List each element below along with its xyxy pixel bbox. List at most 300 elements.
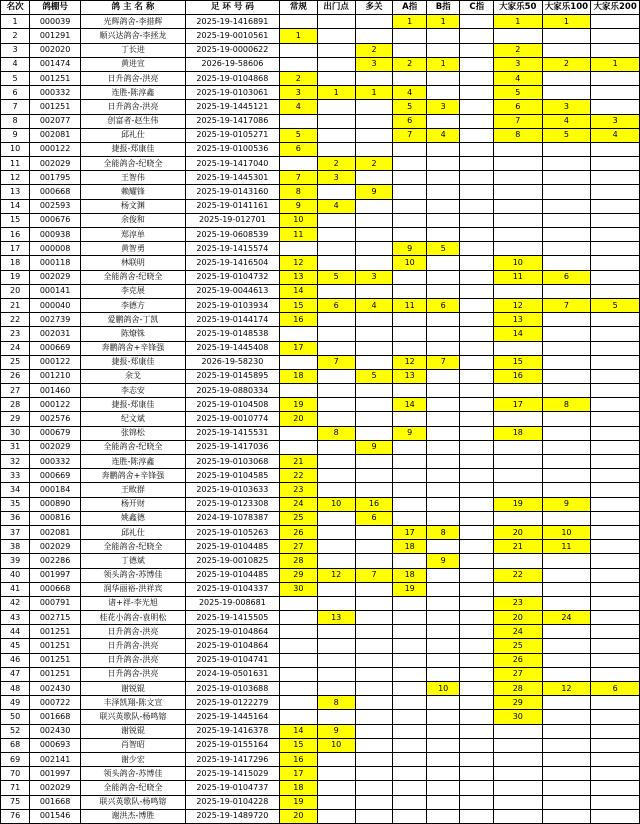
- cell-multi-round: [355, 469, 393, 483]
- cell-a-index: 14: [393, 398, 427, 412]
- table-row[interactable]: [1, 142, 640, 156]
- cell-owner-name: 姚鑫德: [81, 511, 186, 525]
- cell-c-index: [460, 284, 494, 298]
- cell-djl100: [542, 327, 591, 341]
- cell-loft-number: 000676: [30, 213, 81, 227]
- cell-regular: [279, 710, 317, 724]
- cell-exit-point: 10: [317, 497, 355, 511]
- cell-djl50: 11: [493, 270, 542, 284]
- table-row[interactable]: [1, 710, 640, 724]
- table-row[interactable]: [1, 440, 640, 454]
- cell-djl200: [591, 767, 640, 781]
- cell-exit-point: [317, 341, 355, 355]
- cell-exit-point: [317, 596, 355, 610]
- table-row[interactable]: [1, 696, 640, 710]
- cell-djl50: 10: [493, 256, 542, 270]
- table-row[interactable]: [1, 242, 640, 256]
- cell-exit-point: 8: [317, 696, 355, 710]
- cell-regular: [279, 696, 317, 710]
- table-row[interactable]: [1, 639, 640, 653]
- table-row[interactable]: [1, 199, 640, 213]
- cell-owner-name: 联兴英歌队-杨鸣镕: [81, 710, 186, 724]
- cell-ring-number: 2025-19-0104508: [185, 398, 279, 412]
- table-row[interactable]: [1, 540, 640, 554]
- cell-regular: 14: [279, 284, 317, 298]
- table-row[interactable]: [1, 525, 640, 539]
- cell-ring-number: 2025-19-0105271: [185, 128, 279, 142]
- cell-a-index: [393, 142, 427, 156]
- cell-djl100: [542, 412, 591, 426]
- header-djl100: 大家乐100: [542, 1, 591, 15]
- table-row[interactable]: [1, 625, 640, 639]
- cell-loft-number: 002020: [30, 43, 81, 57]
- cell-djl100: [542, 568, 591, 582]
- cell-c-index: [460, 313, 494, 327]
- cell-multi-round: 2: [355, 157, 393, 171]
- cell-regular: 18: [279, 369, 317, 383]
- table-row[interactable]: [1, 185, 640, 199]
- table-row[interactable]: [1, 157, 640, 171]
- table-row[interactable]: [1, 284, 640, 298]
- cell-owner-name: 李德方: [81, 298, 186, 312]
- cell-djl100: 6: [542, 270, 591, 284]
- cell-c-index: [460, 398, 494, 412]
- cell-regular: 15: [279, 298, 317, 312]
- table-row[interactable]: [1, 313, 640, 327]
- cell-exit-point: [317, 455, 355, 469]
- cell-b-index: [426, 611, 460, 625]
- table-row[interactable]: [1, 752, 640, 766]
- cell-owner-name: 顺兴达鸽舍-李拯龙: [81, 29, 186, 43]
- cell-owner-name: 捷报-郑康佳: [81, 398, 186, 412]
- cell-b-index: [426, 696, 460, 710]
- cell-c-index: [460, 57, 494, 71]
- table-row[interactable]: [1, 341, 640, 355]
- cell-c-index: [460, 171, 494, 185]
- table-row[interactable]: [1, 767, 640, 781]
- cell-djl100: [542, 809, 591, 823]
- cell-djl50: [493, 724, 542, 738]
- cell-b-index: [426, 752, 460, 766]
- table-row[interactable]: [1, 682, 640, 696]
- cell-owner-name: 捷报-郑康佳: [81, 355, 186, 369]
- cell-regular: [279, 596, 317, 610]
- cell-loft-number: 002141: [30, 752, 81, 766]
- cell-rank: 2: [1, 29, 30, 43]
- header-b-index: B指: [426, 1, 460, 15]
- cell-loft-number: 001668: [30, 795, 81, 809]
- cell-multi-round: [355, 15, 393, 29]
- cell-c-index: [460, 540, 494, 554]
- cell-loft-number: 001251: [30, 667, 81, 681]
- table-row[interactable]: [1, 355, 640, 369]
- cell-exit-point: [317, 795, 355, 809]
- cell-owner-name: 全能鸽舍-纪晓全: [81, 157, 186, 171]
- cell-exit-point: [317, 29, 355, 43]
- cell-djl200: [591, 29, 640, 43]
- cell-exit-point: [317, 100, 355, 114]
- cell-djl100: [542, 767, 591, 781]
- table-row[interactable]: [1, 554, 640, 568]
- cell-multi-round: [355, 341, 393, 355]
- cell-a-index: [393, 639, 427, 653]
- cell-djl200: [591, 327, 640, 341]
- cell-b-index: [426, 767, 460, 781]
- cell-loft-number: 000816: [30, 511, 81, 525]
- cell-rank: 17: [1, 242, 30, 256]
- cell-djl100: [542, 369, 591, 383]
- header-owner-name: 鸽 主 名 称: [81, 1, 186, 15]
- cell-djl100: [542, 426, 591, 440]
- cell-owner-name: 余俊和: [81, 213, 186, 227]
- cell-multi-round: [355, 809, 393, 823]
- cell-regular: 28: [279, 554, 317, 568]
- cell-loft-number: 001474: [30, 57, 81, 71]
- cell-b-index: 8: [426, 525, 460, 539]
- cell-djl100: 3: [542, 100, 591, 114]
- cell-rank: 28: [1, 398, 30, 412]
- cell-b-index: [426, 653, 460, 667]
- cell-djl50: 12: [493, 298, 542, 312]
- cell-c-index: [460, 582, 494, 596]
- cell-rank: 49: [1, 696, 30, 710]
- cell-multi-round: [355, 767, 393, 781]
- cell-djl200: [591, 696, 640, 710]
- table-row[interactable]: [1, 369, 640, 383]
- cell-a-index: [393, 809, 427, 823]
- cell-c-index: [460, 185, 494, 199]
- cell-rank: 68: [1, 738, 30, 752]
- cell-djl200: [591, 795, 640, 809]
- cell-multi-round: [355, 384, 393, 398]
- cell-ring-number: 2025-19-1445121: [185, 100, 279, 114]
- cell-owner-name: 赖耀锋: [81, 185, 186, 199]
- cell-ring-number: 2025-19-0104737: [185, 781, 279, 795]
- cell-rank: 14: [1, 199, 30, 213]
- cell-multi-round: [355, 199, 393, 213]
- table-row[interactable]: [1, 511, 640, 525]
- cell-regular: [279, 426, 317, 440]
- cell-loft-number: 001251: [30, 100, 81, 114]
- cell-regular: 12: [279, 256, 317, 270]
- cell-a-index: [393, 384, 427, 398]
- cell-a-index: [393, 682, 427, 696]
- table-row[interactable]: [1, 738, 640, 752]
- cell-exit-point: [317, 653, 355, 667]
- cell-regular: 20: [279, 412, 317, 426]
- cell-a-index: [393, 455, 427, 469]
- cell-b-index: [426, 497, 460, 511]
- cell-c-index: [460, 355, 494, 369]
- cell-owner-name: 郑淳单: [81, 228, 186, 242]
- cell-djl100: [542, 511, 591, 525]
- header-multi-round: 多关: [355, 1, 393, 15]
- cell-djl50: 16: [493, 369, 542, 383]
- table-row[interactable]: [1, 86, 640, 100]
- cell-djl100: [542, 710, 591, 724]
- cell-djl50: [493, 440, 542, 454]
- cell-djl100: [542, 242, 591, 256]
- header-regular: 常规: [279, 1, 317, 15]
- cell-rank: 47: [1, 667, 30, 681]
- cell-rank: 20: [1, 284, 30, 298]
- cell-djl50: 28: [493, 682, 542, 696]
- cell-loft-number: 002081: [30, 128, 81, 142]
- cell-ring-number: 2025-19-0608539: [185, 228, 279, 242]
- cell-b-index: [426, 724, 460, 738]
- cell-c-index: [460, 455, 494, 469]
- cell-exit-point: [317, 483, 355, 497]
- cell-djl100: [542, 228, 591, 242]
- table-row[interactable]: [1, 611, 640, 625]
- cell-a-index: [393, 43, 427, 57]
- table-row[interactable]: [1, 724, 640, 738]
- cell-loft-number: 002715: [30, 611, 81, 625]
- cell-djl100: [542, 440, 591, 454]
- cell-exit-point: [317, 781, 355, 795]
- cell-regular: 19: [279, 398, 317, 412]
- cell-b-index: [426, 228, 460, 242]
- cell-djl100: [542, 596, 591, 610]
- cell-a-index: [393, 511, 427, 525]
- cell-djl200: [591, 270, 640, 284]
- cell-multi-round: [355, 625, 393, 639]
- cell-djl100: [542, 469, 591, 483]
- cell-loft-number: 002029: [30, 270, 81, 284]
- cell-djl100: [542, 738, 591, 752]
- cell-multi-round: [355, 752, 393, 766]
- table-row[interactable]: [1, 795, 640, 809]
- table-row[interactable]: [1, 483, 640, 497]
- cell-djl100: [542, 213, 591, 227]
- cell-rank: 16: [1, 228, 30, 242]
- cell-rank: 31: [1, 440, 30, 454]
- table-row[interactable]: [1, 384, 640, 398]
- table-row[interactable]: [1, 128, 640, 142]
- table-row[interactable]: [1, 455, 640, 469]
- table-row[interactable]: [1, 568, 640, 582]
- cell-c-index: [460, 114, 494, 128]
- table-row[interactable]: [1, 15, 640, 29]
- table-row[interactable]: [1, 426, 640, 440]
- cell-djl200: [591, 171, 640, 185]
- cell-djl200: [591, 412, 640, 426]
- cell-exit-point: [317, 369, 355, 383]
- cell-rank: 69: [1, 752, 30, 766]
- table-row[interactable]: [1, 398, 640, 412]
- cell-multi-round: [355, 284, 393, 298]
- table-row[interactable]: [1, 596, 640, 610]
- cell-djl50: 27: [493, 667, 542, 681]
- cell-owner-name: 诸+祥-李光旭: [81, 596, 186, 610]
- table-row[interactable]: [1, 469, 640, 483]
- cell-djl50: [493, 767, 542, 781]
- cell-b-index: [426, 114, 460, 128]
- table-row[interactable]: [1, 653, 640, 667]
- cell-c-index: [460, 426, 494, 440]
- table-row[interactable]: [1, 298, 640, 312]
- cell-djl200: [591, 157, 640, 171]
- cell-djl200: [591, 369, 640, 383]
- cell-a-index: [393, 327, 427, 341]
- cell-b-index: [426, 455, 460, 469]
- cell-multi-round: [355, 256, 393, 270]
- cell-ring-number: 2025-19-0010561: [185, 29, 279, 43]
- cell-exit-point: [317, 43, 355, 57]
- cell-rank: 41: [1, 582, 30, 596]
- cell-owner-name: 王畋群: [81, 483, 186, 497]
- cell-ring-number: 2025-19-0103061: [185, 86, 279, 100]
- cell-djl50: [493, 752, 542, 766]
- cell-regular: [279, 667, 317, 681]
- cell-ring-number: 2025-19-1415531: [185, 426, 279, 440]
- cell-djl100: [542, 639, 591, 653]
- cell-rank: 11: [1, 157, 30, 171]
- cell-b-index: [426, 213, 460, 227]
- cell-rank: 50: [1, 710, 30, 724]
- cell-djl50: [493, 582, 542, 596]
- cell-djl50: 18: [493, 426, 542, 440]
- cell-djl100: [542, 29, 591, 43]
- table-row[interactable]: [1, 270, 640, 284]
- cell-ring-number: 2025-19-0145895: [185, 369, 279, 383]
- cell-b-index: [426, 398, 460, 412]
- cell-a-index: 1: [393, 15, 427, 29]
- cell-djl200: [591, 142, 640, 156]
- cell-a-index: [393, 171, 427, 185]
- cell-a-index: 13: [393, 369, 427, 383]
- cell-loft-number: 000668: [30, 185, 81, 199]
- table-row[interactable]: [1, 43, 640, 57]
- cell-owner-name: 日升鸽舍-洪亮: [81, 100, 186, 114]
- cell-djl200: [591, 639, 640, 653]
- cell-b-index: [426, 71, 460, 85]
- cell-b-index: 4: [426, 128, 460, 142]
- cell-regular: 15: [279, 738, 317, 752]
- cell-ring-number: 2025-19-1417086: [185, 114, 279, 128]
- table-row[interactable]: [1, 100, 640, 114]
- table-row[interactable]: [1, 171, 640, 185]
- cell-djl100: [542, 199, 591, 213]
- cell-c-index: [460, 724, 494, 738]
- cell-djl100: [542, 157, 591, 171]
- cell-owner-name: 奔鹏鸽舍+辛锋强: [81, 469, 186, 483]
- cell-owner-name: 张锦松: [81, 426, 186, 440]
- table-row[interactable]: [1, 213, 640, 227]
- cell-loft-number: 000693: [30, 738, 81, 752]
- cell-djl100: 11: [542, 540, 591, 554]
- cell-owner-name: 桂花小鸽舍-袁明松: [81, 611, 186, 625]
- table-row[interactable]: [1, 497, 640, 511]
- cell-c-index: [460, 469, 494, 483]
- cell-djl100: [542, 313, 591, 327]
- cell-c-index: [460, 625, 494, 639]
- table-row[interactable]: [1, 809, 640, 823]
- cell-djl100: [542, 696, 591, 710]
- cell-c-index: [460, 384, 494, 398]
- cell-multi-round: [355, 710, 393, 724]
- cell-regular: 13: [279, 270, 317, 284]
- cell-ring-number: 2025-19-0104485: [185, 568, 279, 582]
- cell-exit-point: [317, 440, 355, 454]
- cell-regular: [279, 653, 317, 667]
- cell-exit-point: [317, 554, 355, 568]
- table-row[interactable]: [1, 71, 640, 85]
- cell-djl200: [591, 540, 640, 554]
- cell-multi-round: 7: [355, 568, 393, 582]
- cell-djl50: [493, 284, 542, 298]
- cell-exit-point: 8: [317, 426, 355, 440]
- cell-loft-number: 002029: [30, 157, 81, 171]
- cell-multi-round: [355, 795, 393, 809]
- cell-c-index: [460, 86, 494, 100]
- cell-b-index: 1: [426, 57, 460, 71]
- cell-c-index: [460, 667, 494, 681]
- cell-djl200: [591, 341, 640, 355]
- cell-owner-name: 肖智昭: [81, 738, 186, 752]
- cell-owner-name: 李志安: [81, 384, 186, 398]
- cell-b-index: 1: [426, 15, 460, 29]
- cell-regular: 7: [279, 171, 317, 185]
- table-row[interactable]: [1, 228, 640, 242]
- cell-multi-round: [355, 242, 393, 256]
- cell-regular: 4: [279, 100, 317, 114]
- cell-exit-point: 10: [317, 738, 355, 752]
- cell-regular: 2: [279, 71, 317, 85]
- cell-b-index: [426, 256, 460, 270]
- cell-loft-number: 001251: [30, 653, 81, 667]
- table-row[interactable]: [1, 781, 640, 795]
- cell-djl200: [591, 100, 640, 114]
- cell-regular: [279, 625, 317, 639]
- cell-exit-point: 9: [317, 724, 355, 738]
- cell-multi-round: 3: [355, 270, 393, 284]
- cell-c-index: [460, 440, 494, 454]
- cell-loft-number: 000122: [30, 142, 81, 156]
- cell-multi-round: [355, 483, 393, 497]
- cell-a-index: [393, 738, 427, 752]
- cell-owner-name: 光辉鸽舍-李措辉: [81, 15, 186, 29]
- table-row[interactable]: [1, 582, 640, 596]
- cell-loft-number: 000122: [30, 398, 81, 412]
- cell-c-index: [460, 270, 494, 284]
- cell-djl50: [493, 29, 542, 43]
- table-row[interactable]: [1, 29, 640, 43]
- cell-c-index: [460, 483, 494, 497]
- cell-rank: 1: [1, 15, 30, 29]
- cell-rank: 44: [1, 625, 30, 639]
- cell-loft-number: 001546: [30, 809, 81, 823]
- cell-exit-point: [317, 667, 355, 681]
- cell-loft-number: 002739: [30, 313, 81, 327]
- cell-regular: 19: [279, 795, 317, 809]
- table-row[interactable]: [1, 114, 640, 128]
- cell-ring-number: 2025-19-1416891: [185, 15, 279, 29]
- table-row[interactable]: [1, 57, 640, 71]
- cell-djl50: 24: [493, 625, 542, 639]
- cell-c-index: [460, 228, 494, 242]
- cell-djl100: [542, 256, 591, 270]
- cell-c-index: [460, 100, 494, 114]
- table-row[interactable]: [1, 412, 640, 426]
- table-row[interactable]: [1, 256, 640, 270]
- cell-rank: 75: [1, 795, 30, 809]
- table-row[interactable]: [1, 327, 640, 341]
- cell-multi-round: [355, 171, 393, 185]
- cell-djl100: [542, 355, 591, 369]
- cell-a-index: 18: [393, 540, 427, 554]
- table-row[interactable]: [1, 667, 640, 681]
